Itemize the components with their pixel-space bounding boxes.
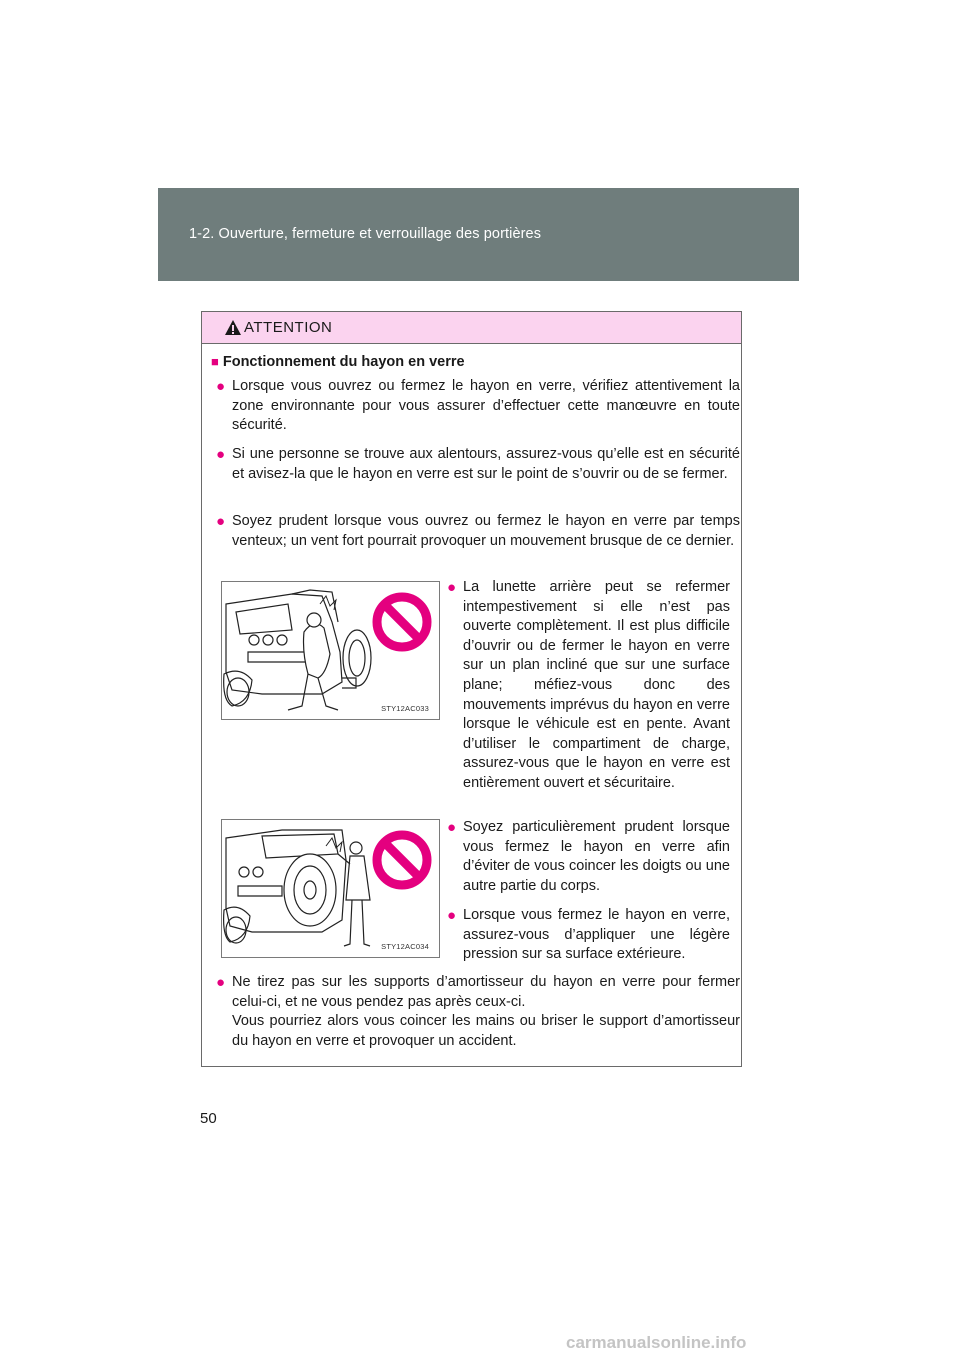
warning-bullet: ● Si une personne se trouve aux alentours, assurez-vous qu’elle est en sécurité et avisez-la que le hayon en verre est sur le point de s’ouvrir ou de se fermer. [216, 446, 740, 482]
warning-subheading: ■ Fonctionnement du hayon en verre [211, 354, 465, 370]
warning-title: ATTENTION [244, 319, 333, 336]
section-header-band [158, 188, 799, 281]
bullet-dot-icon: ● [216, 378, 226, 395]
figure-person-closing-glass-hatch [221, 819, 440, 958]
figure-code: STY12AC033 [381, 704, 429, 713]
warning-bullet: ● Lorsque vous fermez le hayon en verre, assurez-vous d’appliquer une légère pression sur sa surface extérieure. [447, 907, 730, 963]
figure-code: STY12AC034 [381, 942, 429, 951]
bullet-dot-icon: ● [216, 513, 226, 530]
bullet-dot-icon: ● [447, 579, 457, 596]
bullet-dot-icon: ● [447, 819, 457, 836]
page-number: 50 [200, 1110, 217, 1127]
illustration-vehicle-rear-hatch [222, 582, 440, 720]
warning-box [201, 311, 742, 1067]
warning-bullet: ● La lunette arrière peut se refermer intempestivement si elle n’est pas ouverte complètement. Il est plus difficile d’ouvrir ou de fermer le hayon en verre sur un plan incliné que sur une surface plane; méfiez-vous donc des mouvements imprévus du hayon en verre lorsque le véhicule est en pente. Avant d’utiliser le compartiment de charge, assurez-vous que le hayon en verre est entièrement ouvert et sécuritaire. [447, 579, 730, 791]
bullet-dot-icon: ● [216, 974, 226, 991]
warning-bullet: ● Soyez prudent lorsque vous ouvrez ou fermez le hayon en verre par temps venteux; un vent fort pourrait provoquer un mouvement brusque de ce dernier. [216, 513, 740, 549]
square-bullet-icon: ■ [211, 354, 219, 369]
illustration-vehicle-spare-tire [222, 820, 440, 958]
figure-person-opening-glass-hatch [221, 581, 440, 720]
watermark: carmanualsonline.info [566, 1333, 747, 1352]
section-title: 1-2. Ouverture, fermeture et verrouillage des portières [189, 226, 542, 242]
warning-bullet: ● Lorsque vous ouvrez ou fermez le hayon en verre, vérifiez attentivement la zone environnante pour vous assurer d’effectuer cette manœuvre en toute sécurité. [216, 378, 740, 434]
bullet-dot-icon: ● [447, 907, 457, 924]
bullet-dot-icon: ● [216, 446, 226, 463]
warning-header [202, 312, 741, 344]
warning-bullet: ● Ne tirez pas sur les supports d’amortisseur du hayon en verre pour fermer celui-ci, et ne vous pendez pas après ceux-ci. Vous pourriez alors vous coincer les mains ou briser le support d’amortisseur du hayon en verre et provoquer un accident. [216, 974, 740, 1049]
warning-triangle-icon [224, 319, 242, 337]
warning-bullet: ● Soyez particulièrement prudent lorsque vous fermez le hayon en verre afin d’éviter de vous coincer les doigts ou une autre partie du corps. [447, 819, 730, 894]
